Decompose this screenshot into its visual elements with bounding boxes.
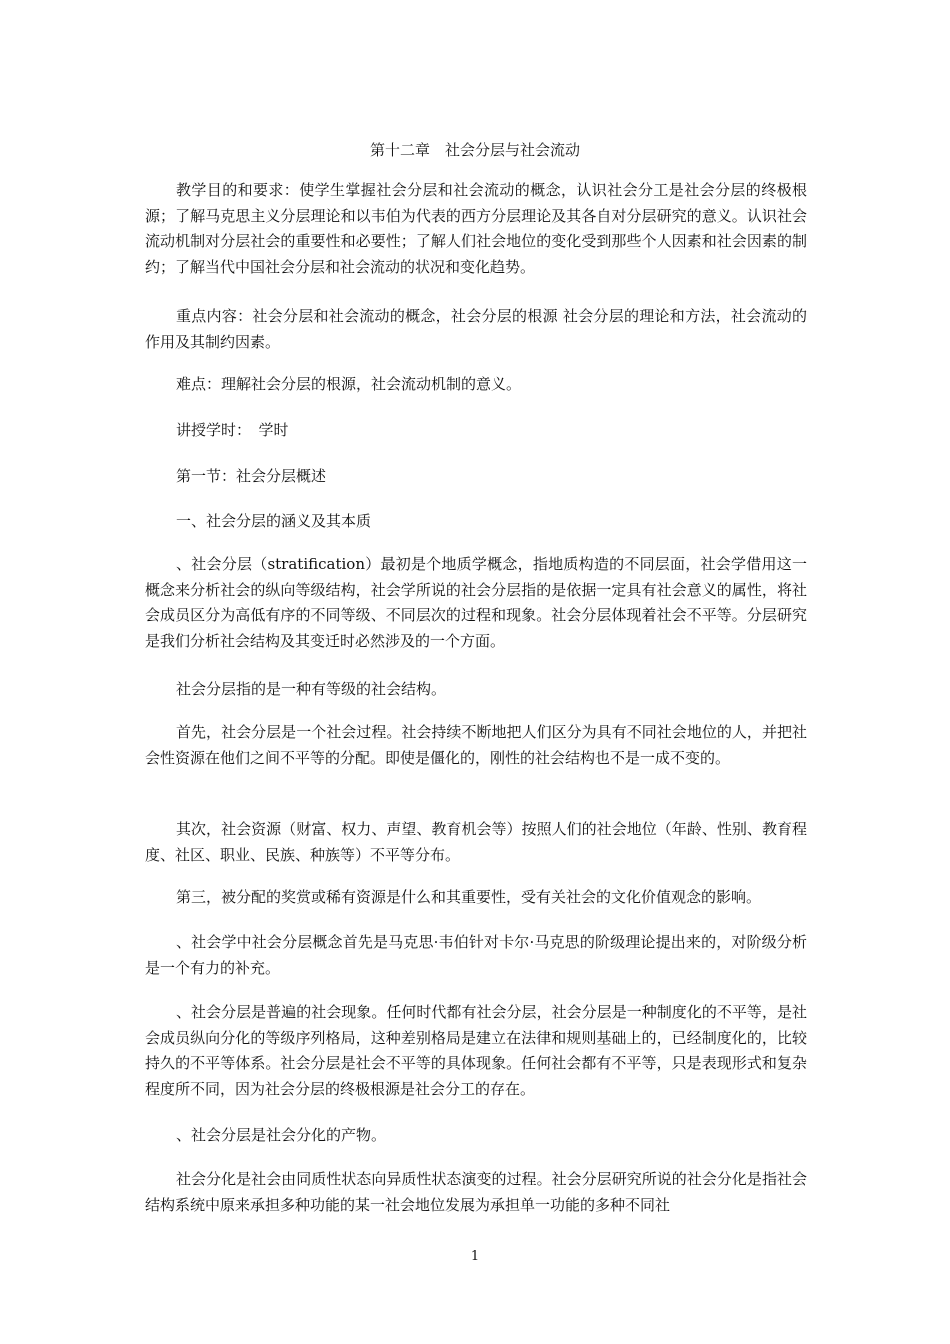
paragraph-second-point: 其次，社会资源（财富、权力、声望、教育机会等）按照人们的社会地位（年龄、性别、教育程度、社区、职业、民族、种族等）不平等分布。 (145, 820, 807, 864)
paragraph-first-point: 首先，社会分层是一个社会过程。社会持续不断地把人们区分为具有不同社会地位的人，并把社会性资源在他们之间不平等的分配。即使是僵化的，刚性的社会结构也不是一成不变的。 (145, 723, 807, 767)
paragraph-weber-concept: 、社会学中社会分层概念首先是马克思·韦伯针对卡尔·马克思的阶级理论提出来的，对阶级分析是一个有力的补充。 (145, 933, 807, 977)
page-number: 1 (470, 1249, 480, 1264)
chapter-title: 第十二章 社会分层与社会流动 (369, 141, 580, 159)
paragraph-teaching-hours: 讲授学时： 学时 (176, 421, 289, 439)
subsection-heading: 一、社会分层的涵义及其本质 (176, 512, 372, 530)
section-heading: 第一节：社会分层概述 (176, 467, 327, 485)
paragraph-universal-phenomenon: 、社会分层是普遍的社会现象。任何时代都有社会分层，社会分层是一种制度化的不平等，是社会成员纵向分化的等级序列格局，这种差别格局是建立在法律和规则基础上的，已经制度化的，比较持久的不平等体系。社会分层是社会不平等的具体现象。任何社会都有不平等，只是表现形式和复杂程度所不同，因为社会分层的终极根源是社会分工的存在。 (145, 1003, 807, 1098)
paragraph-social-differentiation: 社会分化是社会由同质性状态向异质性状态演变的过程。社会分层研究所说的社会分化是指社会结构系统中原来承担多种功能的某一社会地位发展为承担单一功能的多种不同社 (145, 1170, 807, 1214)
paragraph-teaching-goals: 教学目的和要求：使学生掌握社会分层和社会流动的概念，认识社会分工是社会分层的终极根源；了解马克思主义分层理论和以韦伯为代表的西方分层理论及其各自对分层研究的意义。认识社会流动机制对分层社会的重要性和必要性；了解人们社会地位的变化受到那些个人因素和社会因素的制约；了解当代中国社会分层和社会流动的状况和变化趋势。 (145, 181, 807, 276)
paragraph-hierarchical-structure: 社会分层指的是一种有等级的社会结构。 (176, 680, 447, 698)
paragraph-stratification-definition: 、社会分层（stratification）最初是个地质学概念，指地质构造的不同层面，社会学借用这一概念来分析社会的纵向等级结构，社会学所说的社会分层指的是依据一定具有社会意义的属性，将社会成员区分为高低有序的不同等级、不同层次的过程和现象。社会分层体现着社会不平等。分层研究是我们分析社会结构及其变迁时必然涉及的一个方面。 (145, 555, 807, 650)
paragraph-differentiation-product: 、社会分层是社会分化的产物。 (176, 1126, 387, 1144)
paragraph-key-content: 重点内容：社会分层和社会流动的概念，社会分层的根源 社会分层的理论和方法，社会流动的作用及其制约因素。 (145, 307, 807, 351)
paragraph-third-point: 第三，被分配的奖赏或稀有资源是什么和其重要性，受有关社会的文化价值观念的影响。 (176, 888, 762, 906)
paragraph-difficulties: 难点：理解社会分层的根源，社会流动机制的意义。 (176, 375, 522, 393)
